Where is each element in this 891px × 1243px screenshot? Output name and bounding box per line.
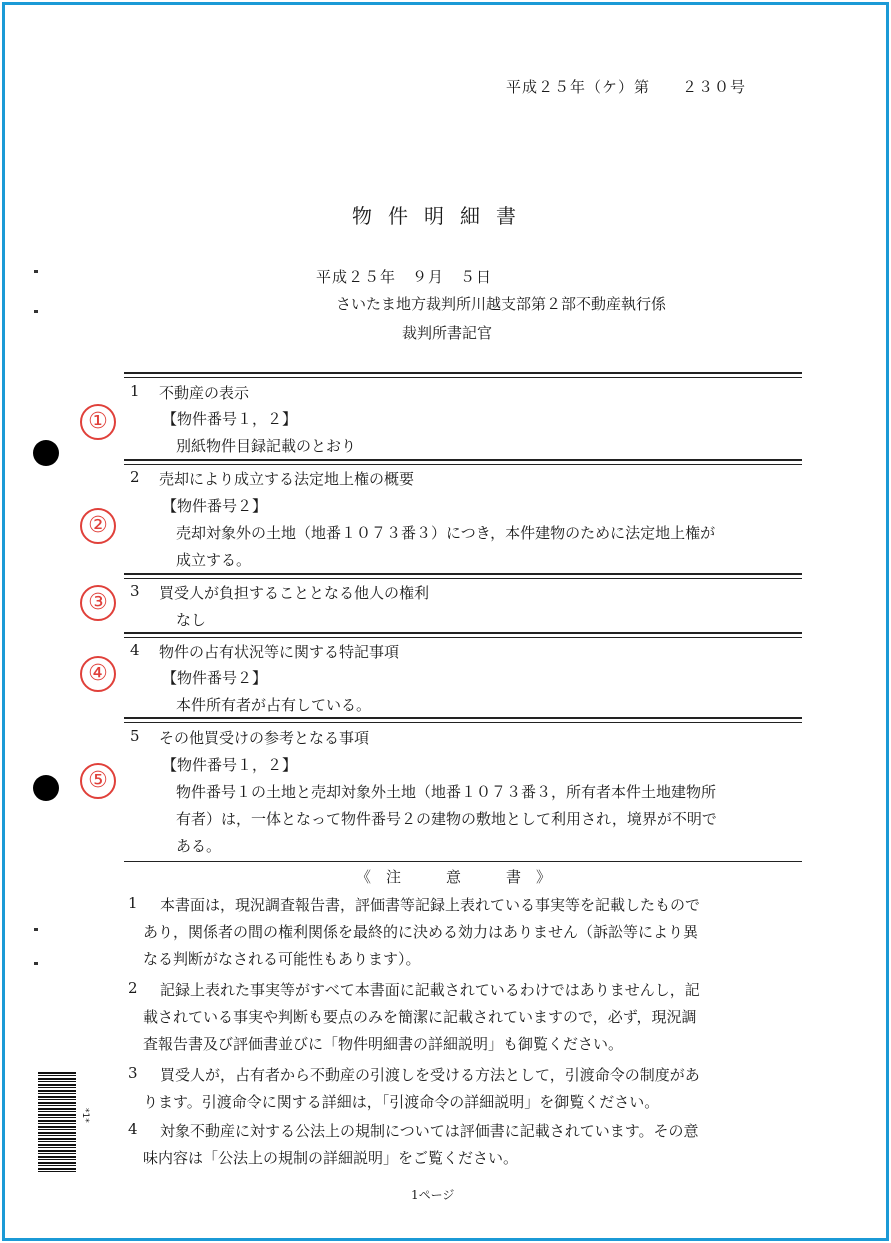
notice-text: なる判断がなされる可能性もあります）。 [143, 950, 421, 968]
section-divider [124, 459, 802, 465]
section-text: なし [176, 611, 207, 629]
barcode [38, 1072, 76, 1172]
punch-hole [33, 440, 59, 466]
section-text: 別紙物件目録記載のとおり [176, 437, 357, 455]
section-marker-4: ④ [80, 656, 116, 692]
punch-hole [33, 775, 59, 801]
property-number-label: 【物件番号１，２】 [162, 756, 298, 774]
section-heading: 買受人が負担することとなる他人の権利 [159, 584, 430, 602]
notice-title: 《 注 意 書 》 [356, 868, 552, 886]
court-name: さいたま地方裁判所川越支部第２部不動産執行係 [336, 295, 667, 313]
section-number: 5 [130, 727, 140, 745]
section-marker-2: ② [80, 508, 116, 544]
section-marker-5: ⑤ [80, 763, 116, 799]
section-text: ある。 [176, 837, 222, 855]
section-text: 物件番号１の土地と売却対象外土地（地番１０７３番３，所有者本件土地建物所 [176, 783, 717, 801]
document-date: 平成２５年 ９月 ５日 [316, 268, 493, 286]
notice-text: 記録上表れた事実等がすべて本書面に記載されているわけではありませんし，記 [160, 981, 700, 999]
notice-number: 2 [128, 979, 138, 997]
section-divider [124, 573, 802, 579]
section-text: 売却対象外の土地（地番１０７３番３）につき，本件建物のために法定地上権が [176, 524, 716, 542]
section-number: 3 [130, 582, 140, 600]
notice-text: 査報告書及び評価書並びに「物件明細書の詳細説明」も御覧ください。 [143, 1035, 624, 1053]
scan-speck [34, 310, 38, 313]
notice-text: 対象不動産に対する公法上の規制については評価書に記載されています。その意 [160, 1122, 699, 1140]
notice-text: 載されている事実や判断も要点のみを簡潔に記載されていますので，必ず，現況調 [143, 1008, 697, 1026]
section-heading: 売却により成立する法定地上権の概要 [159, 470, 415, 488]
clerk-title: 裁判所書記官 [402, 324, 493, 342]
section-divider [124, 632, 802, 638]
notice-text: ります。引渡命令に関する詳細は，「引渡命令の詳細説明」を御覧ください。 [143, 1093, 660, 1111]
section-text: 有者）は，一体となって物件番号２の建物の敷地として利用され，境界が不明で [176, 810, 717, 828]
notice-text: 本書面は，現況調査報告書，評価書等記録上表れている事実等を記載したもので [160, 896, 701, 914]
notice-text: 味内容は「公法上の規制の詳細説明」をご覧ください。 [143, 1149, 519, 1167]
barcode-label: *1* [80, 1108, 90, 1123]
section-heading: 不動産の表示 [159, 384, 250, 402]
scan-speck [34, 962, 38, 965]
notice-number: 3 [128, 1064, 138, 1082]
notice-number: 4 [128, 1120, 138, 1138]
section-number: 1 [130, 382, 140, 400]
property-number-label: 【物件番号２】 [162, 497, 268, 515]
page-frame [2, 2, 889, 1241]
notice-text: 買受人が，占有者から不動産の引渡しを受ける方法として，引渡命令の制度があ [160, 1066, 700, 1084]
property-number-label: 【物件番号１，２】 [162, 410, 298, 428]
scan-speck [34, 270, 38, 273]
section-heading: 物件の占有状況等に関する特記事項 [159, 643, 400, 661]
section-heading: その他買受けの参考となる事項 [159, 729, 370, 747]
section-marker-3: ③ [80, 585, 116, 621]
page-number: 1ページ [411, 1188, 455, 1202]
section-number: 4 [130, 641, 140, 659]
case-number: 平成２５年（ケ）第 ２３０号 [506, 78, 747, 96]
scan-speck [34, 928, 38, 931]
notice-text: あり，関係者の間の権利関係を最終的に決める効力はありません（訴訟等により異 [143, 923, 699, 941]
document-title: 物件明細書 [352, 204, 532, 228]
notice-number: 1 [128, 894, 138, 912]
section-number: 2 [130, 468, 140, 486]
section-text: 本件所有者が占有している。 [176, 696, 372, 714]
section-divider [124, 717, 802, 723]
section-text: 成立する。 [176, 551, 252, 569]
property-number-label: 【物件番号２】 [162, 669, 268, 687]
section-marker-1: ① [80, 404, 116, 440]
section-divider [124, 861, 802, 862]
section-divider [124, 372, 802, 378]
